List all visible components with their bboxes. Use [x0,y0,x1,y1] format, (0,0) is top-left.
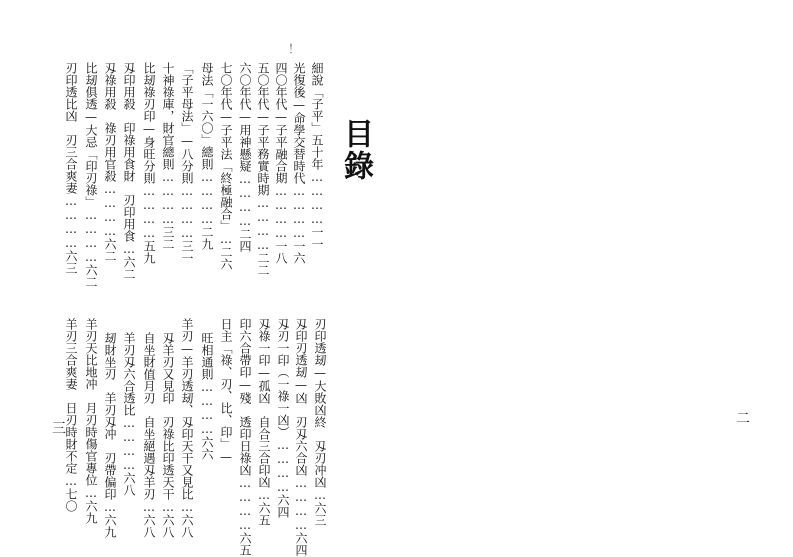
toc-entry: 羊刃—羊刃透刼、刄印天干又見比…六八 [180,318,194,538]
toc-entry: 刼財坐刃 羊刃刄冲 刃帶偏印…六九 [103,332,117,538]
toc-entry: 五〇年代—子平務實時期…………二二 [256,62,270,276]
toc-entry: 刄祿一印—孤凶 自合三合印凶…六五 [257,318,271,526]
toc-entry: 刄印用殺 印祿用食財 刃印用食…六二 [122,62,136,280]
stray-mark: ！ [288,42,301,56]
toc-entry: 七〇年代—子平法「終極融合」…二六 [219,62,233,270]
toc-entry: 日主「祿、刃、比、印」— [219,318,233,464]
toc-entry: 細說「子平」五十年…………一一 [310,62,324,250]
toc-entry: 旺相通則…………六六 [200,332,214,460]
toc-entry: 自坐財值月刃 自坐絕遇刄羊刃…六八 [142,332,156,538]
toc-entry: 刄刃一印（一祿一凶）…………六四 [276,318,290,518]
toc-entry: 刄印刃透刼—凶 刃刄六合凶…………六四 [294,318,308,556]
toc-entry: 印六合帶印—殘 透印日祿凶…………六五 [238,318,252,556]
page-number-right: 二 [736,411,750,427]
toc-title: 目錄 [338,118,373,182]
toc-entry: 羊刃三合爽妻 日刃時財不定…七〇 [64,318,78,512]
toc-entry: 六〇年代—用神懸疑…………二四 [238,62,252,252]
toc-entry: 刄祿用殺 祿刃用官殺…………六二 [103,62,117,262]
toc-entry: 十神祿庫，財官總則…………三二 [161,62,175,250]
toc-entry: 刃印透刼—大敗凶終 刄刃冲凶…六三 [313,318,327,526]
toc-entry: 羊刃天比地冲 月刃時傷官專位…六九 [84,318,98,524]
toc-entry: 刃印透比凶 刃三合爽妻…………六三 [64,62,78,274]
toc-entry: 四〇年代—子平融合期…………一八 [274,62,288,264]
page-number-left: 三 [52,421,66,437]
toc-entry: 刄羊刃又見印 刃祿比印透天干…六八 [161,332,175,538]
toc-entry: 比刼俱透—大忌「印刃祿」…………六二 [84,62,98,288]
toc-entry: 比刼祿刃印—身旺分則…………五九 [142,62,156,264]
toc-entry: 「子平母法」—八分則…………三一 [180,62,194,264]
toc-entry: 羊刃刄六合透比…………六八 [122,332,136,496]
toc-entry: 光復後—命學交替時代…………一六 [292,62,306,264]
toc-entry: 母法「一六〇」總則…………二九 [200,62,214,250]
